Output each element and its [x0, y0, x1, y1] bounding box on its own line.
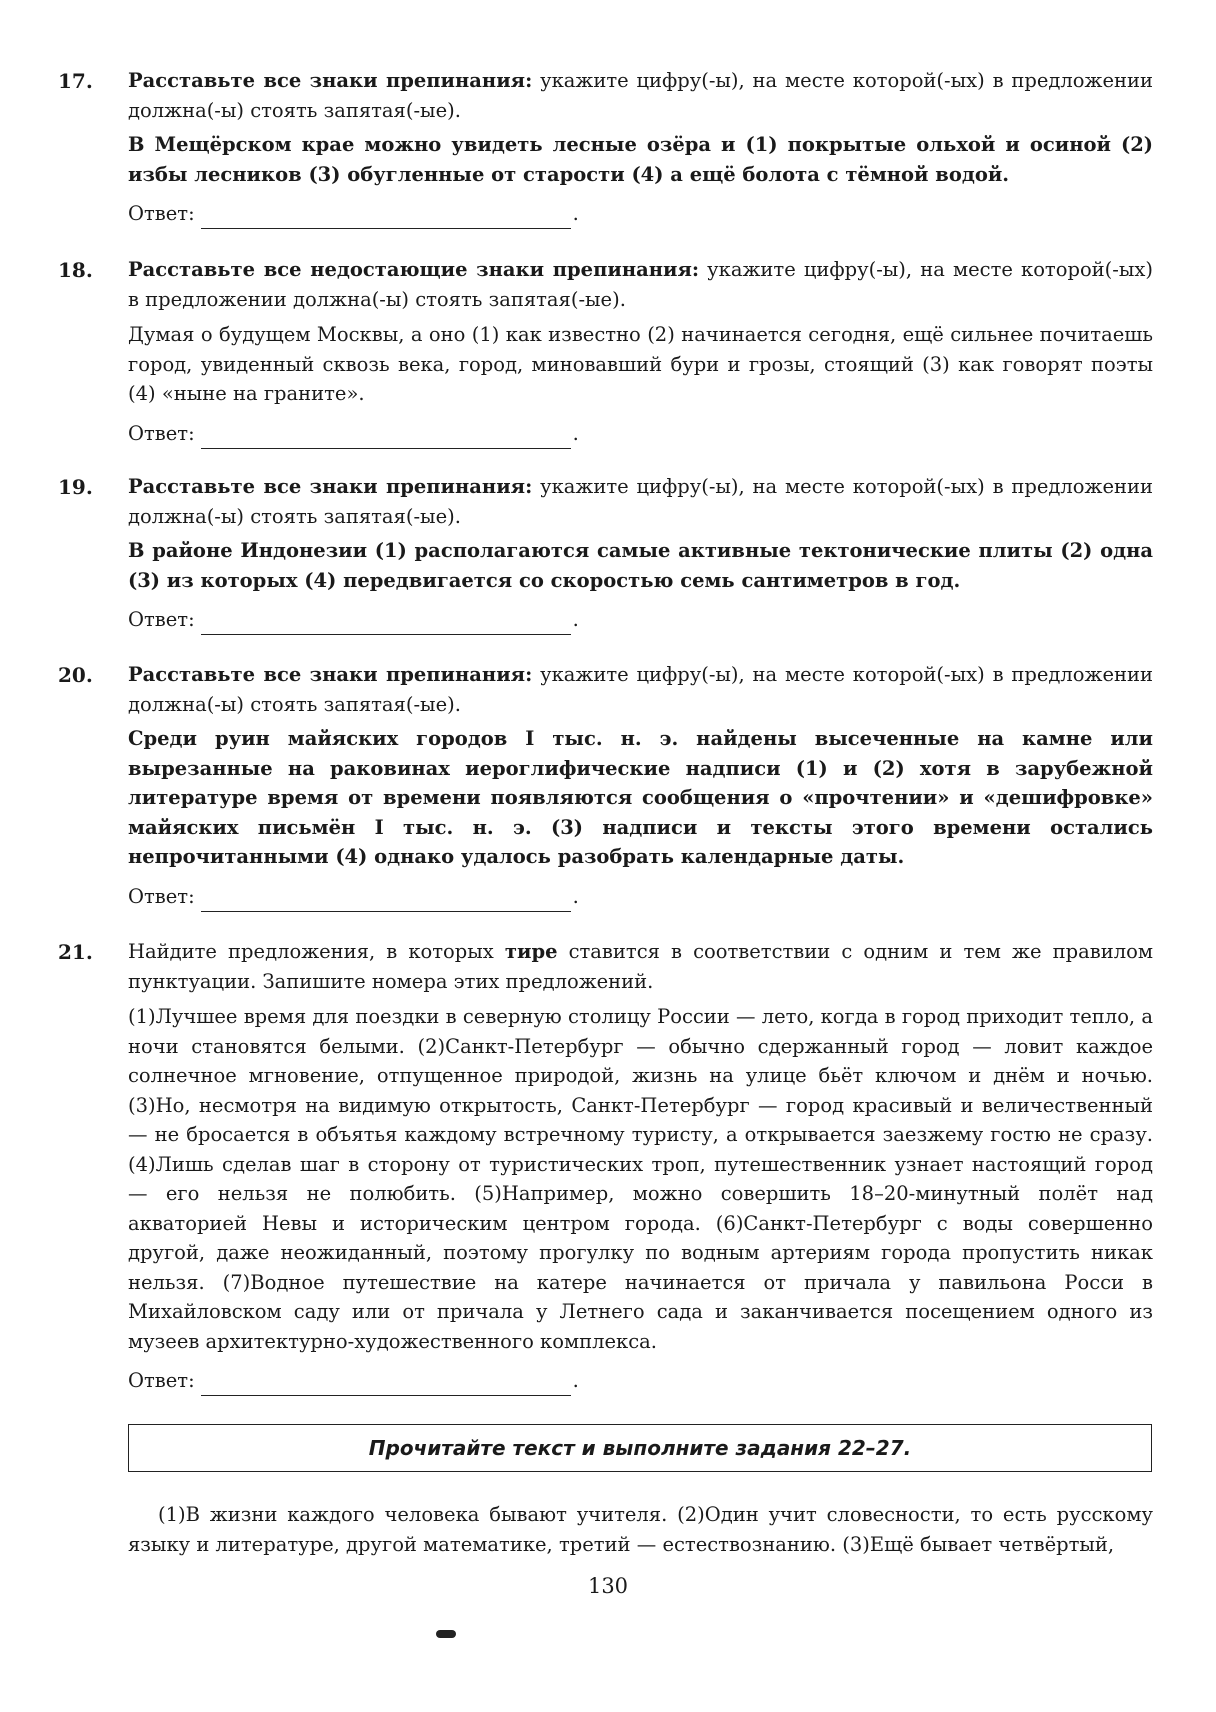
- answer-row: Ответ: .: [128, 882, 1153, 912]
- answer-label: Ответ:: [128, 1369, 195, 1392]
- task-instruction: [128, 66, 1153, 125]
- reading-text: (1)В жизни каждого человека бывают учителя. (2)Один учит словесности, то есть русскому языку и литературе, другой математике, третий — естествознанию. (3)Ещё бывает четвёртый,: [128, 1503, 1153, 1556]
- answer-row: Ответ: .: [128, 1366, 1153, 1396]
- task-instruction: [128, 660, 1153, 719]
- task-17: [58, 66, 1158, 229]
- answer-label: Ответ:: [128, 421, 195, 445]
- instruction-text: ставится в соответствии с одним и тем же правилом пунктуации. Запишите номера этих предложений.: [128, 940, 1153, 993]
- instruction-text: укажите цифру(-ы), на месте которой(-ых) в предложении должна(-ы) стоять запятая(-ые).: [128, 258, 1153, 311]
- task-number: 20.: [58, 663, 93, 687]
- section-banner: Прочитайте текст и выполните задания 22–27.: [128, 1424, 1152, 1472]
- task-number: 18.: [58, 258, 93, 282]
- answer-row: Ответ: .: [128, 199, 1153, 229]
- task-sentence: В Мещёрском крае можно увидеть лесные озёра и (1) покрытые ольхой и осиной (2) избы лесников (3) обугленные от старости (4) а ещё болота с тёмной водой.: [128, 133, 1153, 186]
- answer-row: Ответ: .: [128, 419, 1153, 449]
- page-number: 130: [587, 1574, 629, 1598]
- task-sentence: Среди руин майяских городов I тыс. н. э. найдены высеченные на камне или вырезанные на раковинах иероглифические надписи (1) и (2) хотя в зарубежной литературе время от времени появляются сообщения о «прочтении» и «дешифровке» майяских письмён I тыс. н. э. (3) надписи и тексты этого времени остались непрочитанными (4) однако удалось разобрать календарные даты.: [128, 727, 1153, 868]
- instruction-bold: Расставьте все знаки препинания:: [128, 663, 533, 686]
- task-number: 17.: [58, 69, 93, 93]
- instruction-prefix: Найдите предложения, в которых: [128, 940, 505, 963]
- instruction-text: укажите цифру(-ы), на месте которой(-ых) в предложении должна(-ы) стоять запятая(-ые).: [128, 475, 1153, 528]
- task-instruction: [128, 472, 1153, 531]
- task-21: [58, 937, 1158, 1396]
- answer-field[interactable]: [201, 208, 571, 229]
- task-number: 21.: [58, 940, 93, 964]
- task-18: [58, 255, 1158, 449]
- answer-label: Ответ:: [128, 202, 195, 225]
- task-20: [58, 660, 1158, 912]
- answer-field[interactable]: [201, 891, 571, 912]
- answer-label: Ответ:: [128, 884, 195, 908]
- task-paragraph: (1)Лучшее время для поездки в северную столицу России — лето, когда в город приходит тепло, а ночи становятся белыми. (2)Санкт-Петербург — обычно сдержанный город — ловит каждое солнечное мгновение, отпущенное природой, жизнь на улице бьёт ключом и днём и ночью. (3)Но, несмотря на видимую открытость, Санкт-Петербург — город красивый и величественный — не бросается в объятья каждому встречному туристу, а открывается заезжему гостю не сразу. (4)Лишь сделав шаг в сторону от туристических троп, путешественник узнает настоящий город — его нельзя не полюбить. (5)Например, можно совершить 18–20-минутный полёт над акваторией Невы и историческим центром города. (6)Санкт-Петербург с воды совершенно другой, даже неожиданный, поэтому прогулку по водным артериям города пропустить никак нельзя. (7)Водное путешествие на катере начинается от причала у павильона Росси в Михайловском саду или от причала у Летнего сада и заканчивается посещением одного из музеев архитектурно-художественного комплекса.: [128, 1005, 1153, 1353]
- answer-field[interactable]: [201, 428, 571, 449]
- answer-field[interactable]: [201, 1375, 571, 1396]
- task-instruction: [128, 937, 1153, 996]
- task-instruction: [128, 255, 1153, 314]
- task-sentence: Думая о будущем Москвы, а оно (1) как известно (2) начинается сегодня, ещё сильнее почитаешь город, увиденный сквозь века, город, миновавший бури и грозы, стоящий (3) как говорят поэты (4) «ныне на граните».: [128, 323, 1153, 405]
- instruction-text: укажите цифру(-ы), на месте которой(-ых) в предложении должна(-ы) стоять запятая(-ые).: [128, 663, 1153, 716]
- instruction-bold: тире: [504, 940, 558, 963]
- answer-row: Ответ: .: [128, 605, 1153, 635]
- answer-label: Ответ:: [128, 608, 195, 631]
- answer-field[interactable]: [201, 614, 571, 635]
- task-sentence: В районе Индонезии (1) располагаются самые активные тектонические плиты (2) одна (3) из которых (4) передвигается со скоростью семь сантиметров в год.: [128, 539, 1153, 592]
- instruction-bold: Расставьте все недостающие знаки препинания:: [128, 258, 700, 281]
- instruction-text: укажите цифру(-ы), на месте которой(-ых) в предложении должна(-ы) стоять запятая(-ые).: [128, 69, 1153, 122]
- instruction-bold: Расставьте все знаки препинания:: [128, 475, 533, 498]
- instruction-bold: Расставьте все знаки препинания:: [128, 69, 533, 92]
- task-19: [58, 472, 1158, 635]
- task-number: 19.: [58, 475, 93, 499]
- print-mark: [436, 1630, 456, 1638]
